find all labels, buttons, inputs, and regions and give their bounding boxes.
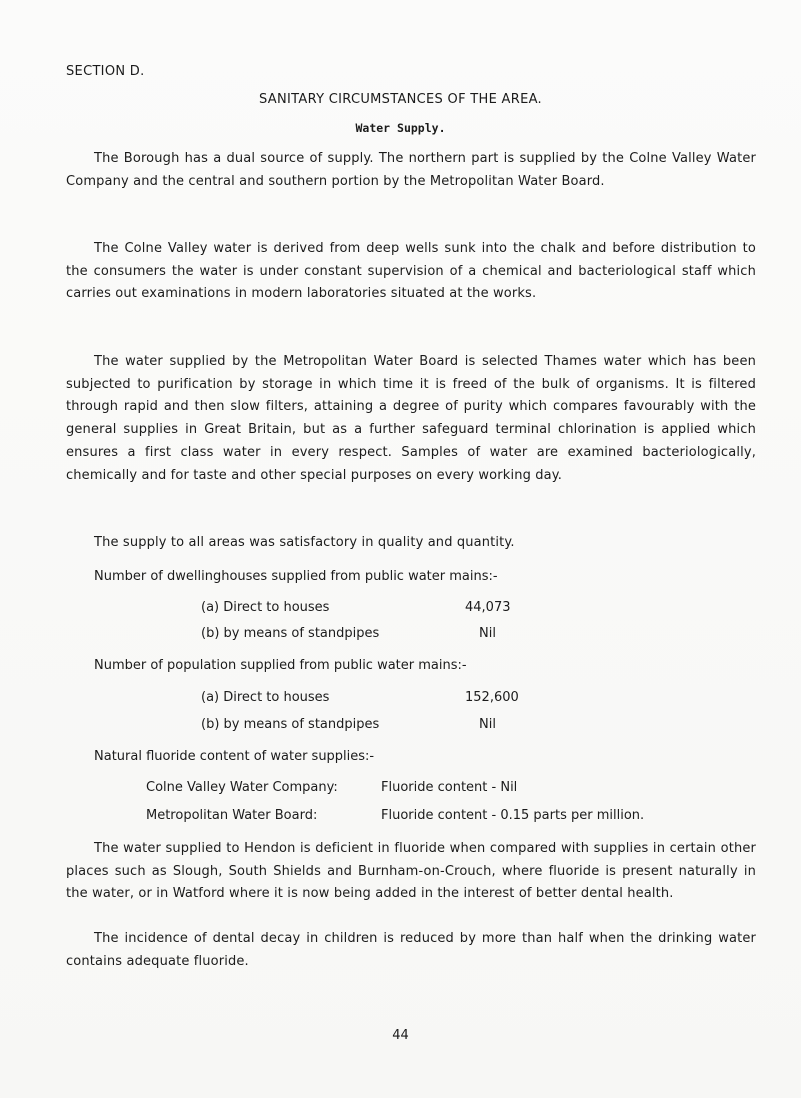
fluoride-content: Fluoride content - 0.15 parts per million. xyxy=(381,808,645,823)
paragraph-dental-decay: The incidence of dental decay in children is reduced by more than half when the drinking water contains adequate fluoride. xyxy=(66,931,756,969)
fluoride-intro: Natural fluoride content of water supplies:- xyxy=(94,749,375,764)
dwellings-intro: Number of dwellinghouses supplied from public water mains:- xyxy=(94,569,498,584)
paragraph-satisfactory: The supply to all areas was satisfactory in quality and quantity. xyxy=(94,535,515,550)
population-item-label: (a) Direct to houses xyxy=(201,690,330,705)
page-number: 44 xyxy=(392,1028,409,1043)
dwellings-item-label: (b) by means of standpipes xyxy=(201,626,380,641)
paragraph-colne-valley: The Colne Valley water is derived from deep wells sunk into the chalk and before distribution to the consumers the water is under constant supervision of a chemical and bacteriological staff which carries out examinations in modern laboratories situated at the works. xyxy=(66,241,756,302)
section-label: SECTION D. xyxy=(66,64,145,79)
population-item-label: (b) by means of standpipes xyxy=(201,717,380,732)
fluoride-content: Fluoride content - Nil xyxy=(381,780,518,795)
population-item-value: 152,600 xyxy=(465,690,519,705)
dwellings-item-label: (a) Direct to houses xyxy=(201,600,330,615)
paragraph-source: The Borough has a dual source of supply. The northern part is supplied by the Colne Valley Water Company and the central and southern portion by the Metropolitan Water Board. xyxy=(66,151,756,189)
population-item-value: Nil xyxy=(479,717,496,732)
page-title: SANITARY CIRCUMSTANCES OF THE AREA. xyxy=(259,92,542,107)
paragraph-hendon-deficiency: The water supplied to Hendon is deficient in fluoride when compared with supplies in certain other places such as Slough, South Shields and Burnham-on-Crouch, where fluoride is present naturally in the water, or in Watford where it is now being added in the interest of better dental health. xyxy=(66,841,756,902)
dwellings-item-value: Nil xyxy=(479,626,496,641)
subtitle: Water Supply. xyxy=(355,121,446,135)
population-intro: Number of population supplied from public water mains:- xyxy=(94,658,467,673)
fluoride-source: Colne Valley Water Company: xyxy=(146,780,338,795)
fluoride-source: Metropolitan Water Board: xyxy=(146,808,318,823)
dwellings-item-value: 44,073 xyxy=(465,600,511,615)
paragraph-metropolitan: The water supplied by the Metropolitan Water Board is selected Thames water which has been subjected to purification by storage in which time it is freed of the bulk of organisms. It is filtered through rapid and then slow filters, attaining a degree of purity which compares favourably with the general supplies in Great Britain, but as a further safeguard terminal chlorination is applied which ensures a first class water in every respect. Samples of water are examined bacteriologically, chemically and for taste and other special purposes on every working day. xyxy=(66,354,756,483)
